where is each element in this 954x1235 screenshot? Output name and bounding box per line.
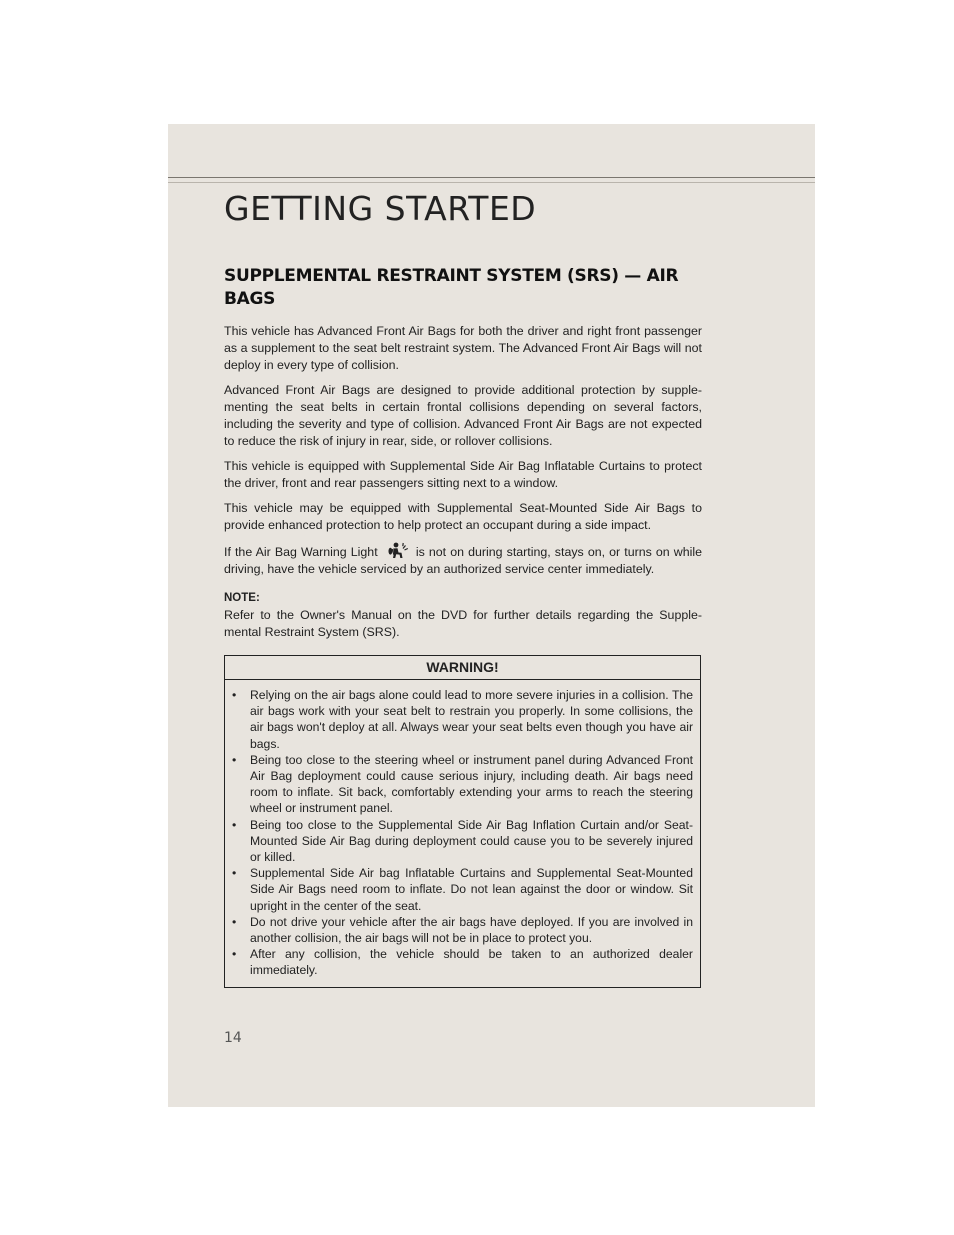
warning-light-paragraph <box>224 542 702 578</box>
section-title: SUPPLEMENTAL RESTRAINT SYSTEM (SRS) — AIR BAGS <box>224 266 679 309</box>
chapter-title: GETTING STARTED <box>224 189 537 228</box>
warning-item-text: Do not drive your vehicle after the air bags have deployed. If you are involved in another collision, the air bags will not be in place to protect you. <box>250 914 693 946</box>
note-label: NOTE: <box>224 592 260 604</box>
list-item <box>232 946 693 978</box>
list-item <box>232 687 693 752</box>
header-rule <box>168 177 815 178</box>
bullet: • <box>232 688 237 702</box>
page-content <box>224 265 702 988</box>
airbag-warning-icon <box>388 542 410 559</box>
manual-page <box>168 124 815 1107</box>
paragraph: Advanced Front Air Bags are designed to provide additional protection by supple-menting the seat belts in certain frontal collisions depending on several factors, including the severity and type of collision. Advanced Front Air Bags are not expected to reduce the risk of injury in rear, side, or rollover collisions. <box>224 383 702 448</box>
list-item <box>232 865 693 914</box>
note-text: Refer to the Owner's Manual on the DVD for further details regarding the Supple-mental Restraint System (SRS). <box>224 608 702 639</box>
paragraph: This vehicle has Advanced Front Air Bags for both the driver and right front passenger as a supplement to the seat belt restraint system. The Advanced Front Air Bags will not deploy in every type of collision. <box>224 324 702 372</box>
warning-title: WARNING! <box>225 656 700 680</box>
list-item <box>232 914 693 946</box>
bullet: • <box>232 914 237 929</box>
bullet: • <box>232 752 237 767</box>
warning-list <box>225 680 700 987</box>
warning-item-text: Being too close to the steering wheel or instrument panel during Advanced Front Air Bag deployment could cause serious injury, including death. Air bags need room to inflate. Sit back, comfortably extending your arms to reach the steering wheel or instrument panel. <box>250 752 693 816</box>
paragraph: This vehicle is equipped with Supplemental Side Air Bag Inflatable Curtains to protect the driver, front and rear passengers sitting next to a window. <box>224 459 702 490</box>
warning-box <box>224 655 701 988</box>
warning-item-text: Relying on the air bags alone could lead to more severe injuries in a collision. The air bags work with your seat belt to restrain you properly. In some collisions, the air bags won't deploy at all. Always wear your seat belts even though you have air bags. <box>250 688 693 751</box>
warning-light-text-before: If the Air Bag Warning Light <box>224 545 378 559</box>
paragraph: This vehicle may be equipped with Supplemental Seat-Mounted Side Air Bags to provide enhanced protection to help protect an occupant during a side impact. <box>224 501 702 532</box>
warning-light-text-after: is not on during starting, stays on, or turns on while driving, have the vehicle serviced by an authorized service center immediately. <box>224 545 703 576</box>
warning-item-text: After any collision, the vehicle should be taken to an authorized dealer immediately. <box>250 947 693 978</box>
header-rule-secondary <box>168 182 815 183</box>
bullet: • <box>232 817 237 832</box>
list-item <box>232 752 693 817</box>
list-item <box>232 817 693 866</box>
warning-item-text: Supplemental Side Air bag Inflatable Curtains and Supplemental Seat-Mounted Side Air Bags need room to inflate. Do not lean against the door or window. Sit upright in the center of the seat. <box>250 866 693 913</box>
warning-item-text: Being too close to the Supplemental Side Air Bag Inflation Curtain and/or Seat-Mounted Side Air Bag during deployment could cause you to be severely injured or killed. <box>250 817 693 865</box>
bullet: • <box>232 947 237 962</box>
bullet: • <box>232 866 237 881</box>
page-number: 14 <box>224 1030 242 1046</box>
